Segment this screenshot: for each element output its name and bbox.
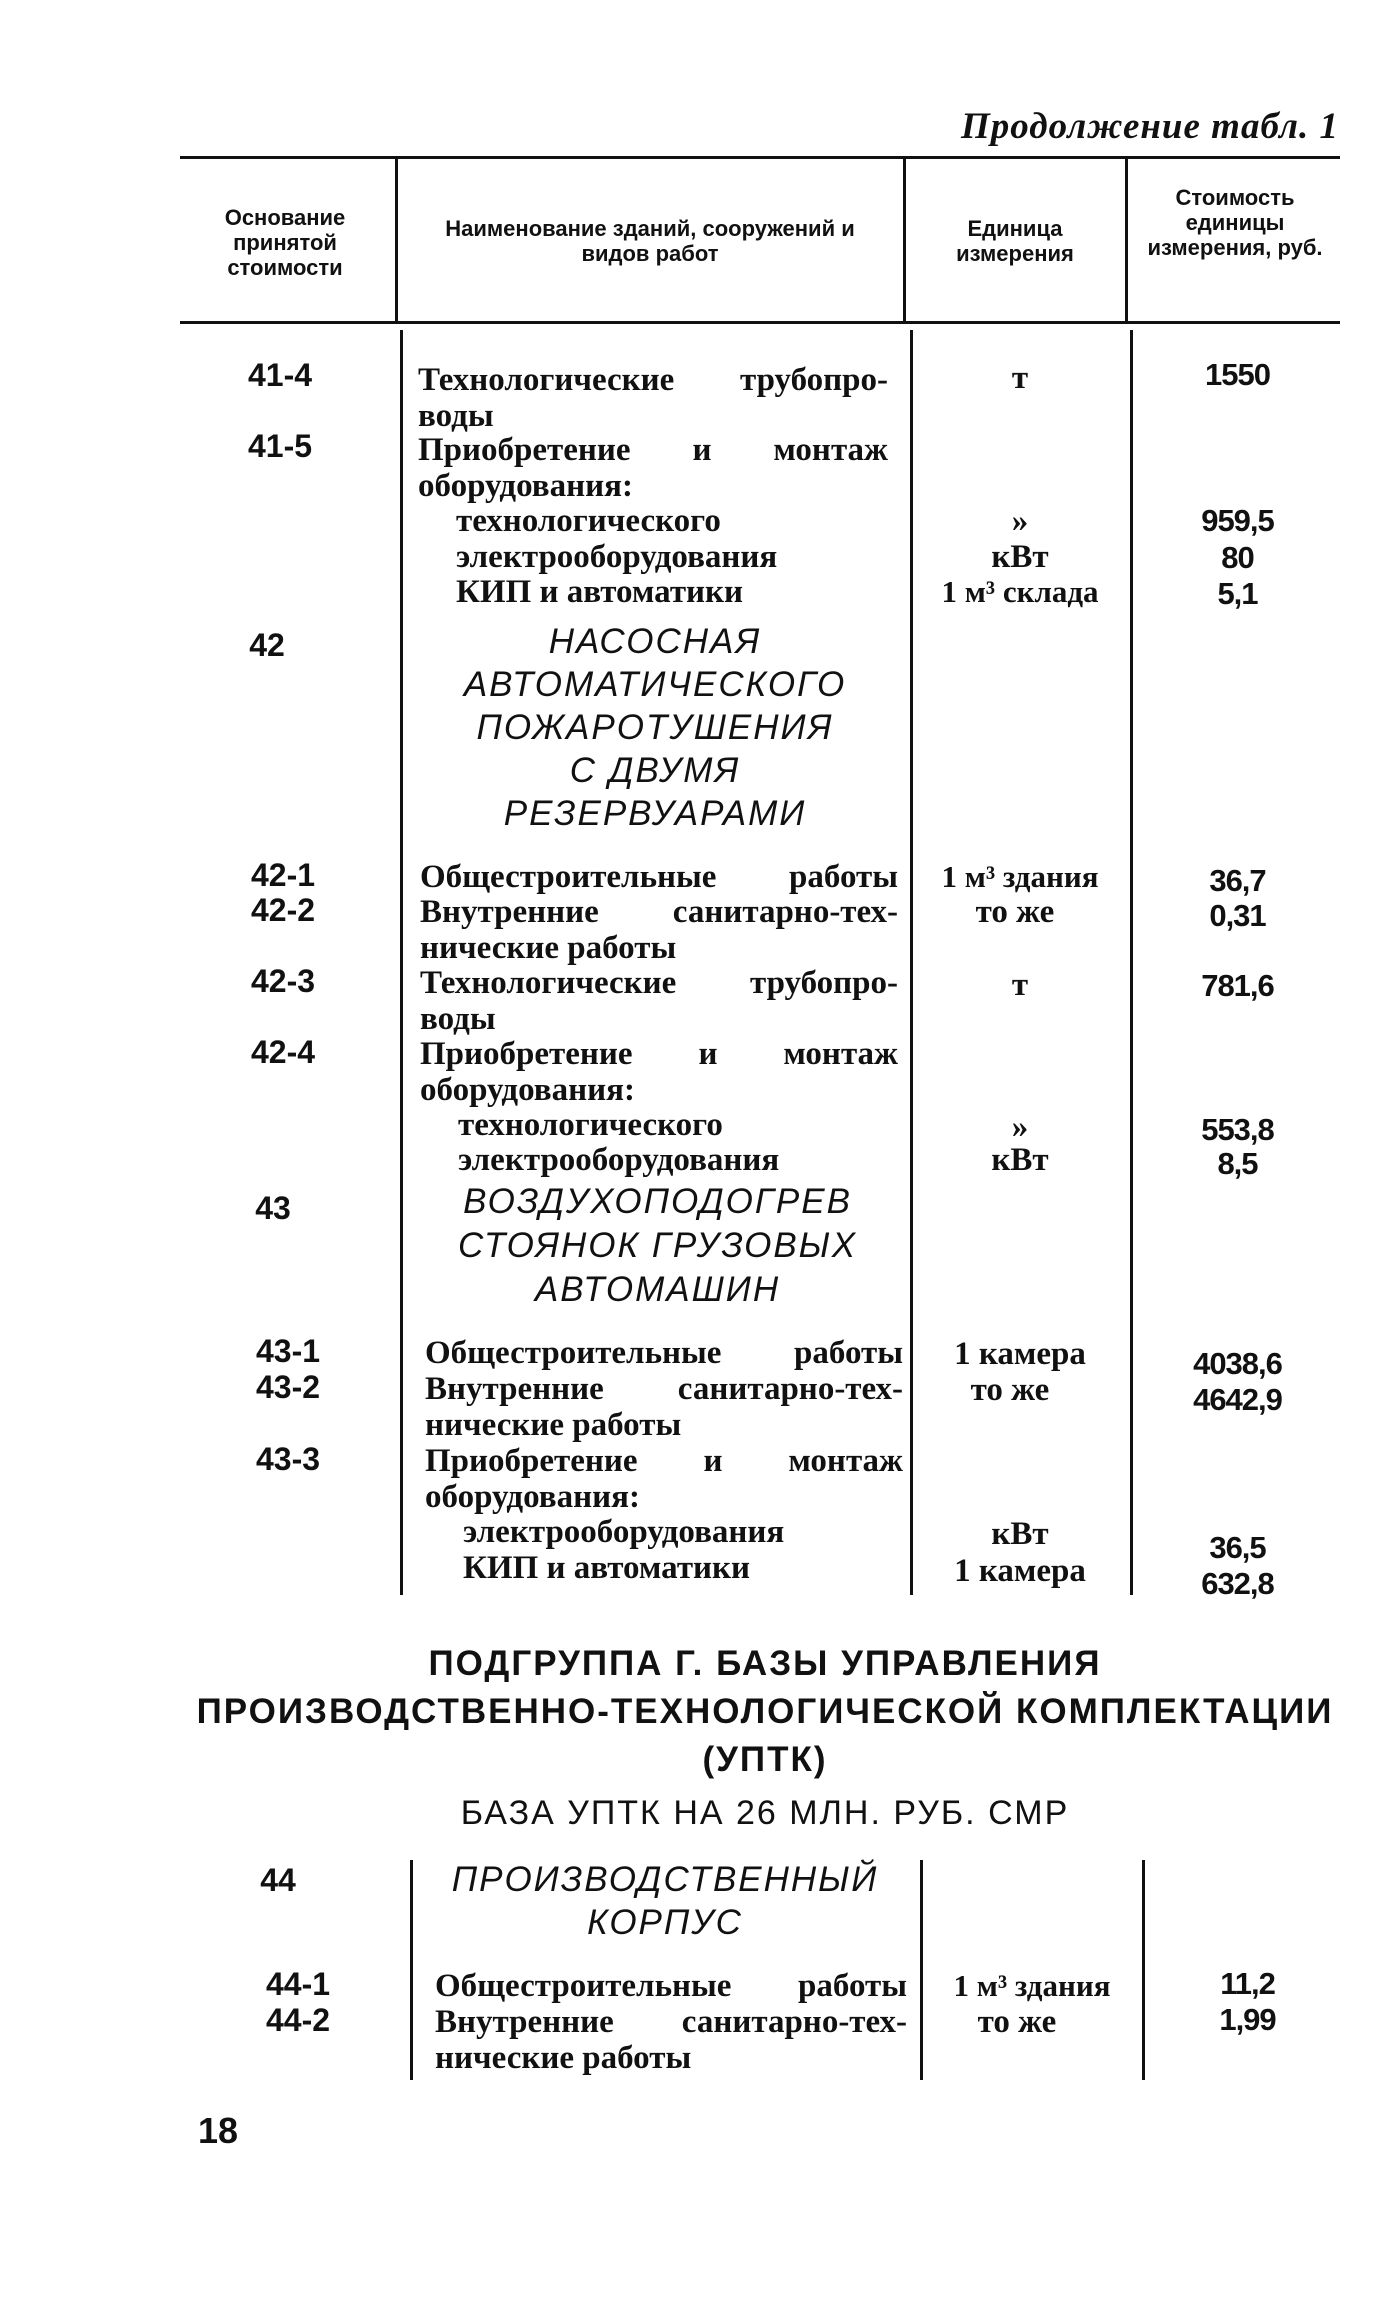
row-code: 41-4 [247,357,313,393]
row-name: нические работы [425,1407,682,1443]
row-name: Приобретение и монтаж [420,1036,898,1072]
row-code: 42-2 [250,892,316,928]
row-cost: 0,31 [1209,898,1266,933]
row-code: 44-2 [265,2002,331,2038]
section-title: РЕЗЕРВУАРАМИ [503,794,807,833]
subgroup-heading: ПОДГРУППА Г. БАЗЫ УПРАВЛЕНИЯ [428,1644,1102,1683]
row-name: Приобретение и монтаж [425,1443,903,1479]
row-name: Внутренние санитарно-тех- [420,894,898,930]
row-unit: то же [977,2004,1057,2040]
header-name: Наименование зданий, сооружений и видов работ [445,216,855,266]
column-divider [410,1860,413,2080]
header-cost: Стоимость единицы измерения, руб. [1147,185,1323,260]
row-name: Технологические трубопро- [418,362,888,398]
section-title: НАСОСНАЯ [548,622,762,661]
row-cost: 4038,6 [1193,1346,1282,1381]
row-unit: 1 камера [954,1336,1086,1372]
row-name: Общестроительные работы [425,1335,903,1371]
row-cost: 781,6 [1201,968,1274,1003]
row-cost: 959,5 [1201,503,1274,538]
row-unit: 1 м³ склада [941,574,1099,609]
row-unit: » [1011,1109,1029,1145]
header-top-rule [180,156,1340,159]
page-number: 18 [198,2110,239,2151]
section-code: 42 [249,627,285,663]
row-code: 43-1 [255,1333,321,1369]
row-unit: кВт [991,1142,1049,1178]
row-cost: 4642,9 [1193,1382,1282,1417]
subgroup-subheading: БАЗА УПТК НА 26 МЛН. РУБ. СМР [460,1794,1070,1832]
row-name: оборудования: [425,1479,640,1515]
row-name: КИП и автоматики [456,574,744,610]
row-name: Общестроительные работы [420,859,898,895]
subgroup-heading: (УПТК) [702,1740,828,1779]
header-bottom-rule [180,321,1340,324]
row-name: Общестроительные работы [435,1968,907,2004]
row-unit: т [1011,967,1029,1003]
section-title: ПОЖАРОТУШЕНИЯ [476,708,834,747]
row-name: нические работы [420,930,677,966]
row-code: 41-5 [247,428,313,464]
row-name: КИП и автоматики [463,1550,751,1586]
header-basis: Основание принятой стоимости [224,205,346,280]
column-divider [910,330,913,1595]
row-name: электрооборудования [456,539,778,575]
subgroup-heading: ПРОИЗВОДСТВЕННО-ТЕХНОЛОГИЧЕСКОЙ КОМПЛЕКТАЦИИ [196,1692,1334,1731]
row-cost: 553,8 [1201,1112,1274,1147]
row-name: технологического [458,1107,723,1143]
row-name: воды [420,1001,496,1037]
row-code: 43-2 [255,1369,321,1405]
row-name: воды [418,398,494,434]
section-code: 43 [255,1190,291,1226]
row-unit: 1 м³ здания [941,859,1099,894]
table-continuation-label: Продолжение табл. 1 [961,106,1339,147]
row-name: технологического [456,503,721,539]
section-title: АВТОМАТИЧЕСКОГО [463,665,847,704]
section-code: 44 [260,1862,296,1898]
header-unit: Единица измерения [956,216,1074,266]
row-name: нические работы [435,2040,692,2076]
column-divider [400,330,403,1595]
section-title: СТОЯНОК ГРУЗОВЫХ [457,1226,858,1265]
row-cost: 1550 [1205,357,1270,392]
row-name: Технологические трубопро- [420,965,898,1001]
row-code: 43-3 [255,1441,321,1477]
row-cost: 1,99 [1219,2002,1276,2037]
row-unit: кВт [991,539,1049,575]
row-unit: 1 камера [954,1553,1086,1589]
row-name: оборудования: [418,468,633,504]
row-code: 44-1 [265,1966,331,2002]
header-divider [1125,158,1128,321]
row-code: 42-1 [250,857,316,893]
row-unit: кВт [991,1516,1049,1552]
row-name: Внутренние санитарно-тех- [435,2004,907,2040]
row-name: Приобретение и монтаж [418,432,888,468]
row-name: Внутренние санитарно-тех- [425,1371,903,1407]
row-code: 42-3 [250,963,316,999]
row-cost: 5,1 [1217,576,1258,611]
row-cost: 11,2 [1220,1966,1275,2001]
header-divider [395,158,398,321]
row-unit: то же [975,894,1055,930]
section-title: С ДВУМЯ [569,751,741,790]
column-divider [1142,1860,1145,2080]
header-divider [903,158,906,321]
section-title: ПРОИЗВОДСТВЕННЫЙ [451,1860,879,1899]
row-name: оборудования: [420,1072,635,1108]
row-unit: то же [970,1372,1050,1408]
row-unit: » [1011,503,1029,539]
row-cost: 80 [1221,540,1254,575]
row-code: 42-4 [250,1034,316,1070]
row-cost: 632,8 [1201,1566,1274,1601]
section-title: ВОЗДУХОПОДОГРЕВ [463,1182,852,1221]
row-name: электрооборудования [463,1514,785,1550]
section-title: АВТОМАШИН [534,1270,781,1309]
row-unit: т [1011,360,1029,396]
column-divider [1130,330,1133,1595]
section-title: КОРПУС [587,1903,743,1942]
row-name: электрооборудования [458,1142,780,1178]
row-cost: 36,7 [1209,863,1266,898]
row-cost: 36,5 [1209,1530,1266,1565]
row-unit: 1 м³ здания [953,1968,1111,2003]
row-cost: 8,5 [1217,1146,1258,1181]
